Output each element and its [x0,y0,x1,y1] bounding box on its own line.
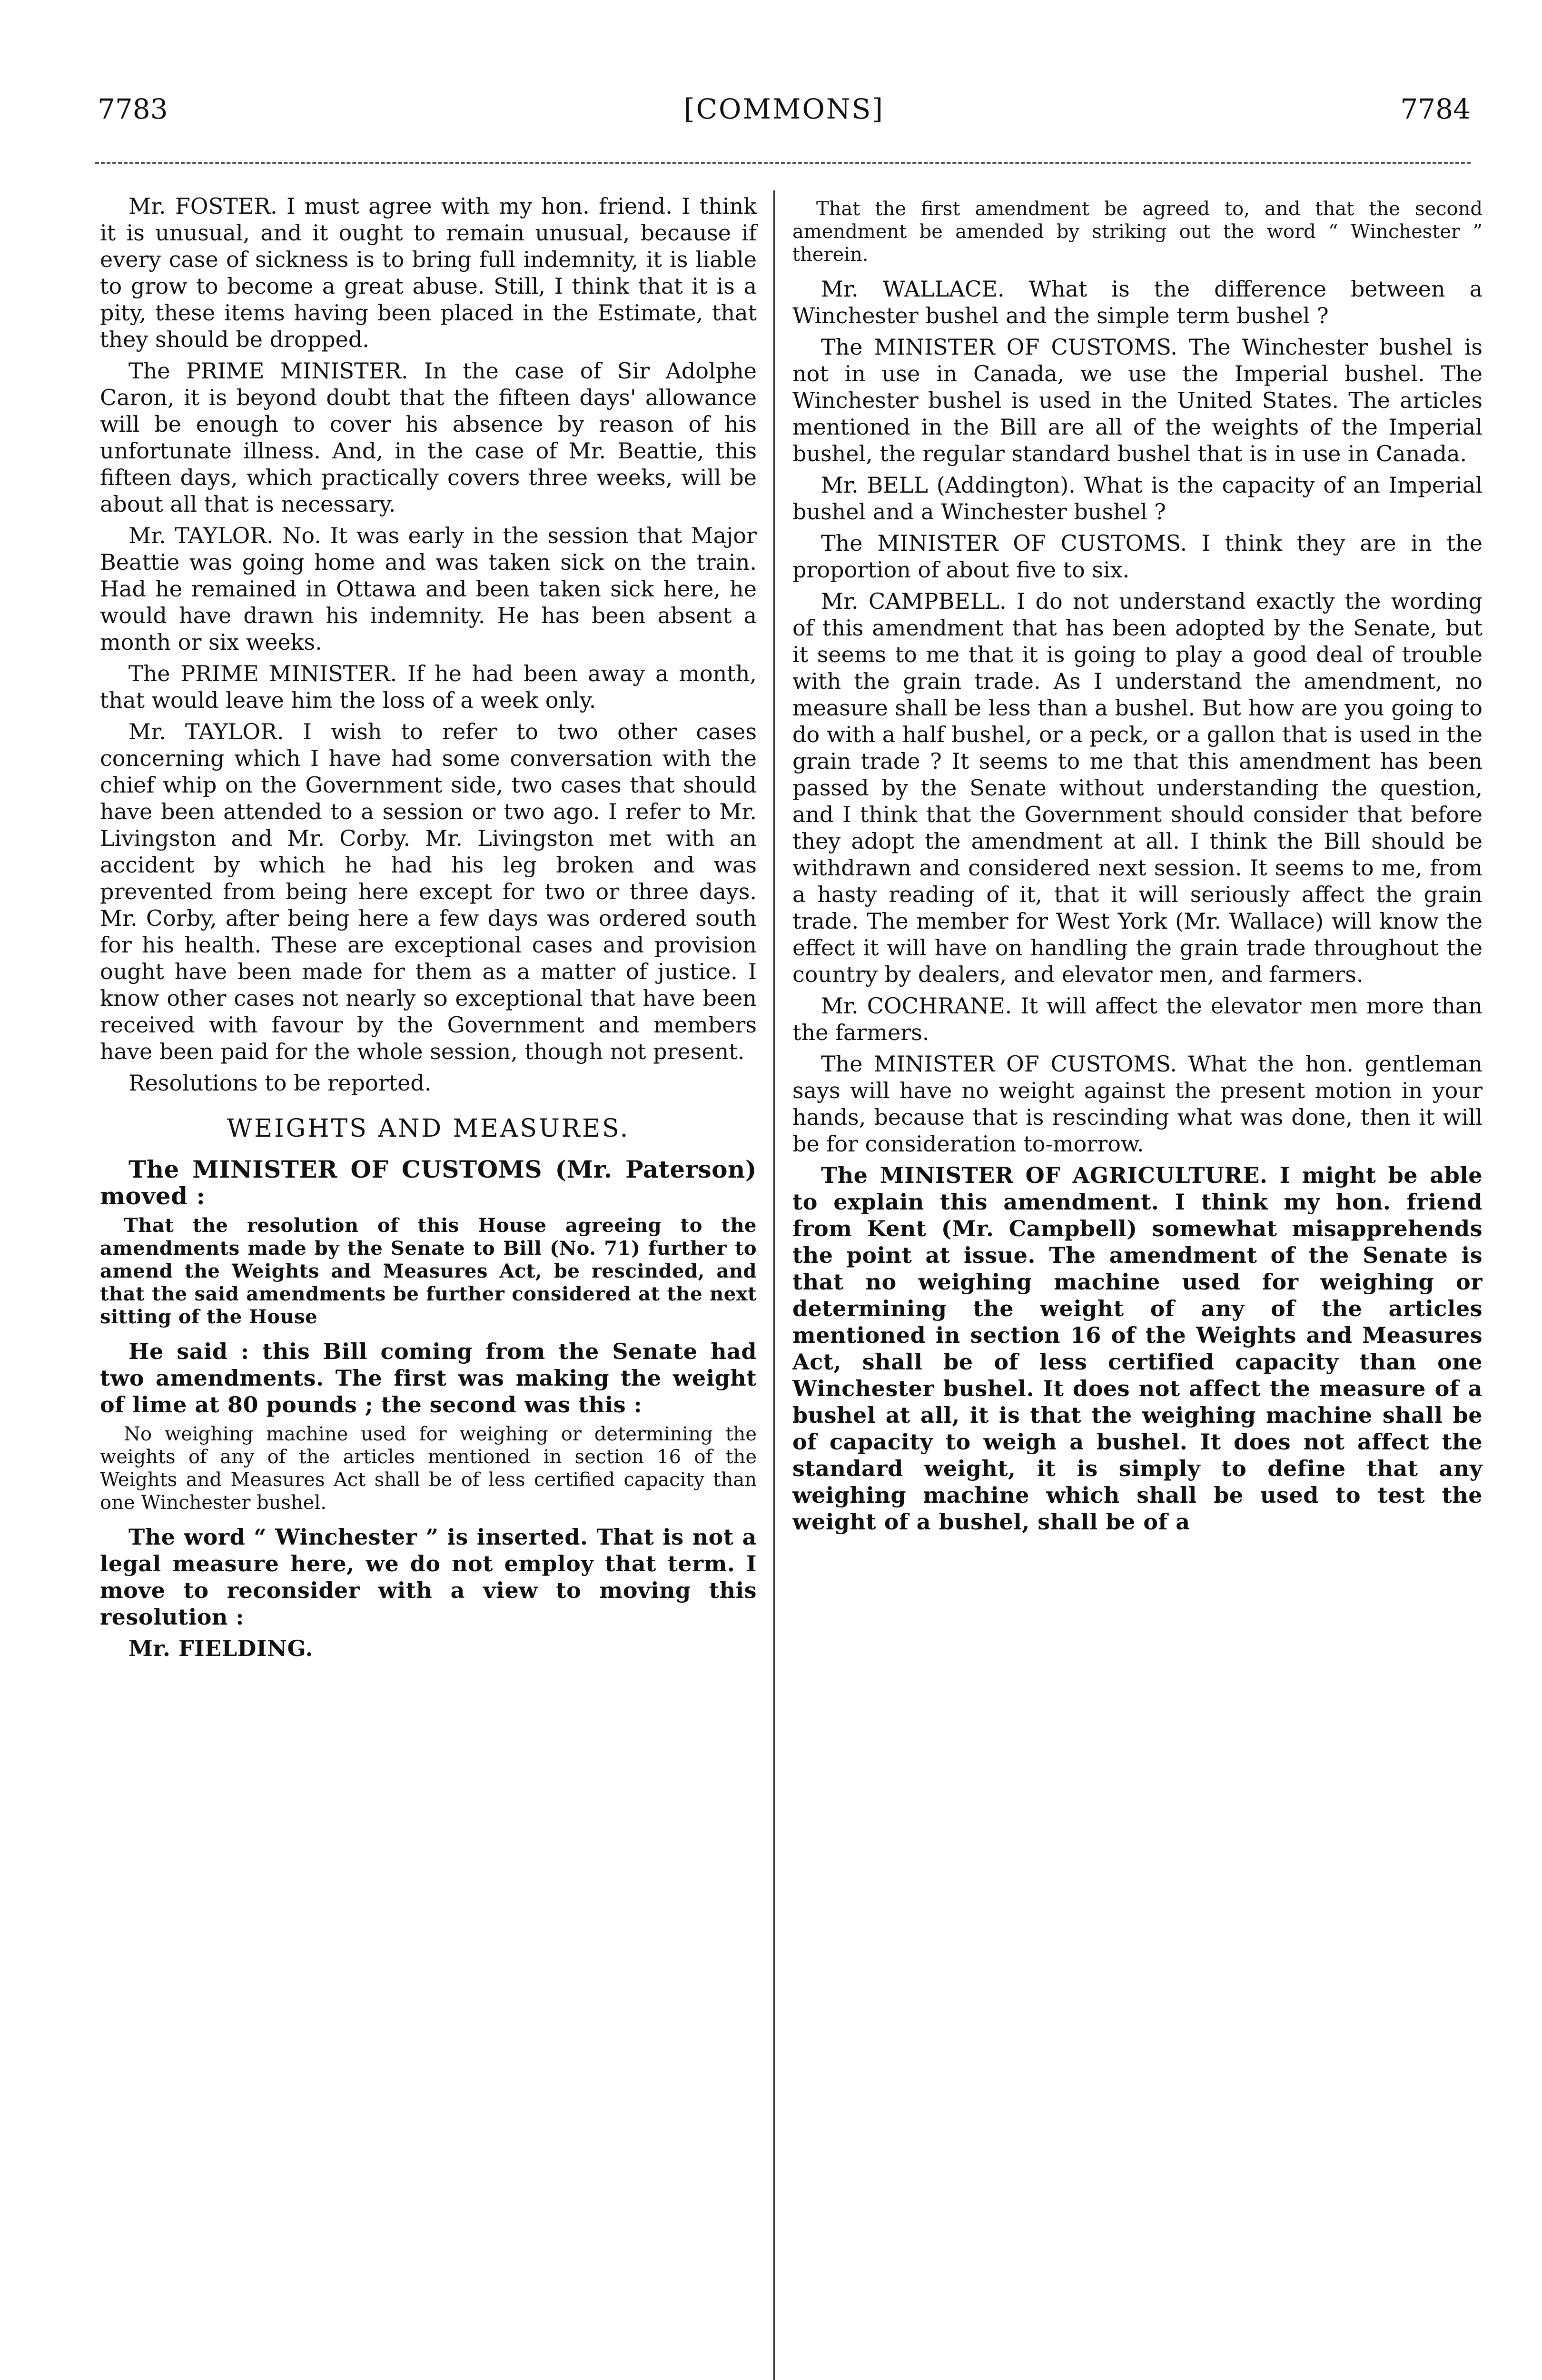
paragraph: The MINISTER OF CUSTOMS. What the hon. gentleman says will have no weight against the present motion in your hands, because that is rescinding what was done, then it will be for consideration to-morrow. [792,1051,1483,1157]
running-title: [COMMONS] [684,93,884,125]
paragraph: Mr. COCHRANE. It will affect the elevator men more than the farmers. [792,993,1483,1045]
quoted-resolution: That the resolution of this House agreeing to the amendments made by the Senate to Bill (No. 71) further to amend the Weights and Measures Act, be rescinded, and that the said amendments be further considered at the next sitting of the House [100,1214,757,1328]
quoted-amendment: No weighing machine used for weighing or determining the weights of any of the articles mentioned in section 16 of the Weights and Measures Act shall be of less certified capacity than one Winchester bushel. [100,1423,757,1514]
column-divider [773,190,775,2380]
paragraph: The MINISTER OF CUSTOMS (Mr. Paterson) moved : [100,1155,757,1210]
left-column [100,193,757,1666]
paragraph: The MINISTER OF CUSTOMS. The Winchester bushel is not in use in Canada, we use the Imperial bushel. The Winchester bushel is used in the United States. The articles mentioned in the Bill are all of the weights of the Imperial bushel, the regular standard bushel that is in use in Canada. [792,334,1483,466]
paragraph: Mr. TAYLOR. I wish to refer to two other cases concerning which I have had some conversation with the chief whip on the Government side, two cases that should have been attended to a session or two ago. I refer to Mr. Livingston and Mr. Corby. Mr. Livingston met with an accident by which he had his leg broken and was prevented from being here except for two or three days. Mr. Corby, after being here a few days was ordered south for his health. These are exceptional cases and provision ought have been made for them as a matter of justice. I know other cases not nearly so exceptional that have been received with favour by the Government and members have been paid for the whole session, though not present. [100,719,757,1064]
paragraph: The PRIME MINISTER. In the case of Sir Adolphe Caron, it is beyond doubt that the fifteen days' allowance will be enough to cover his absence by reason of his unfortunate illness. And, in the case of Mr. Beattie, this fifteen days, which practically covers three weeks, will be about all that is necessary. [100,358,757,517]
paragraph: Mr. BELL (Addington). What is the capacity of an Imperial bushel and a Winchester bushel ? [792,472,1483,525]
paragraph: Mr. WALLACE. What is the difference between a Winchester bushel and the simple term bushel ? [792,276,1483,328]
paragraph: The MINISTER OF CUSTOMS. I think they are in the proportion of about five to six. [792,530,1483,583]
section-heading: WEIGHTS AND MEASURES. [227,1114,630,1143]
paragraph: Mr. TAYLOR. No. It was early in the session that Major Beattie was going home and was taken sick on the train. Had he remained in Ottawa and been taken sick here, he would have drawn his indemnity. He has been absent a month or six weeks. [100,523,757,655]
page-header [98,93,1471,140]
paragraph: The MINISTER OF AGRICULTURE. I might be able to explain this amendment. I think my hon. friend from Kent (Mr. Campbell) somewhat misapprehends the point at issue. The amendment of the Senate is that no weighing machine used for weighing or determining the weight of any of the articles mentioned in section 16 of the Weights and Measures Act, shall be of less certified capacity than one Winchester bushel. It does not affect the measure of a bushel at all, it is that the weighing machine shall be of capacity to weigh a bushel. It does not affect the standard weight, it is simply to define that any weighing machine which shall be used to test the weight of a bushel, shall be of a [792,1162,1483,1535]
quoted-resolution: That the first amendment be agreed to, and that the second amendment be amended by striking out the word “ Winchester ” therein. [792,198,1483,266]
paragraph: The word “ Winchester ” is inserted. That is not a legal measure here, we do not employ that term. I move to reconsider with a view to moving this resolution : [100,1524,757,1630]
paragraph: The PRIME MINISTER. If he had been away a month, that would leave him the loss of a week only. [100,661,757,713]
page-number-right: 7784 [1400,93,1471,125]
speaker-label: Mr. FIELDING. [128,1636,314,1661]
right-column [792,193,1483,1540]
paragraph: He said : this Bill coming from the Senate had two amendments. The first was making the weight of lime at 80 pounds ; the second was this : [100,1339,757,1418]
paragraph: Mr. CAMPBELL. I do not understand exactly the wording of this amendment that has been adopted by the Senate, but it seems to me that it is going to play a good deal of trouble with the grain trade. As I understand the amendment, no measure shall be less than a bushel. But how are you going to do with a half bushel, or a peck, or a gallon that is used in the grain trade ? It seems to me that this amendment has been passed by the Senate without understanding the question, and I think that the Government should consider that before they adopt the amendment at all. I think the Bill should be withdrawn and considered next session. It seems to me, from a hasty reading of it, that it will seriously affect the grain trade. The member for West York (Mr. Wallace) will know the effect it will have on handling the grain trade throughout the country by dealers, and elevator men, and farmers. [792,588,1483,987]
paragraph: Mr. FOSTER. I must agree with my hon. friend. I think it is unusual, and it ought to remain unusual, because if every case of sickness is to bring full indemnity, it is liable to grow to become a great abuse. Still, I think that it is a pity, these items having been placed in the Estimate, that they should be dropped. [100,193,757,352]
paragraph: Resolutions to be reported. [128,1070,432,1096]
header-rule [95,162,1471,164]
page-number-left: 7783 [98,93,168,125]
